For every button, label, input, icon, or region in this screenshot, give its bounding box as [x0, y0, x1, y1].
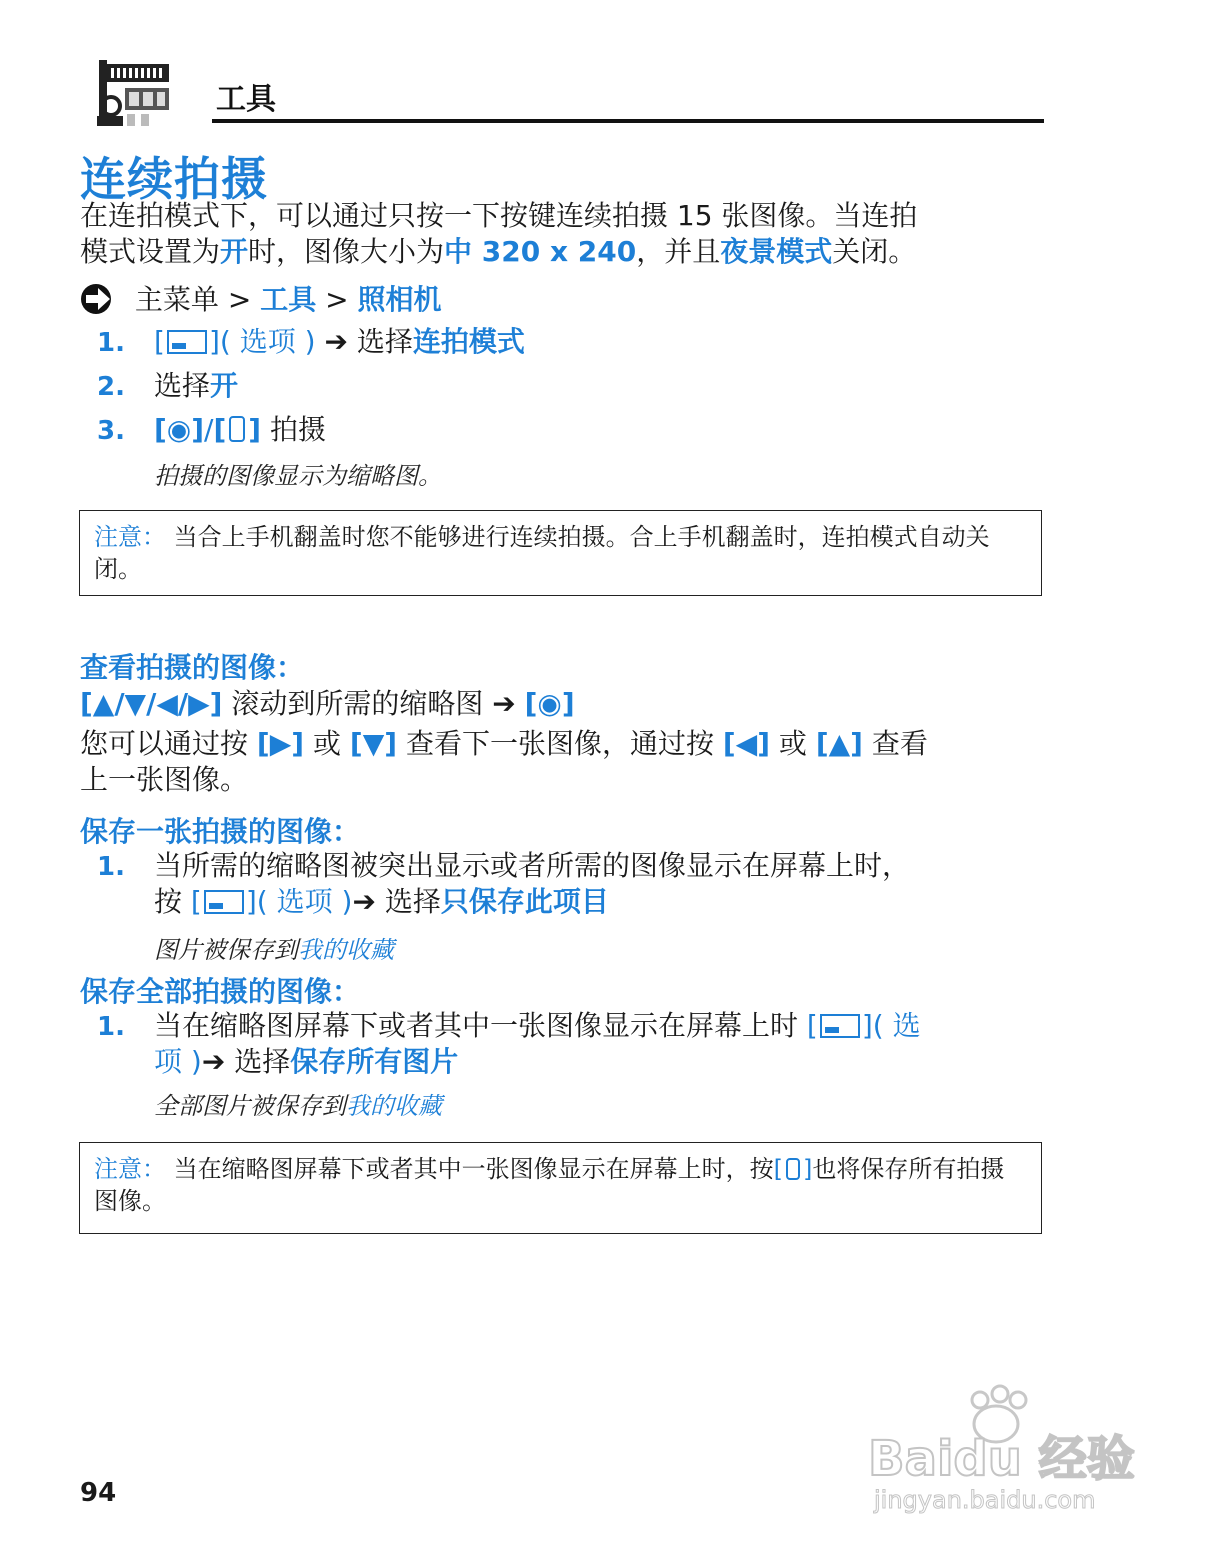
watermark-url: jingyan.baidu.com	[874, 1486, 1096, 1514]
note-box: 注意： 当在缩略图屏幕下或者其中一张图像显示在屏幕上时，按[ ]也将保存所有拍摄图像。	[79, 1142, 1042, 1234]
tools-icon	[97, 58, 171, 128]
save-one-note: 图片被保存到我的收藏	[154, 936, 394, 964]
header-rule	[212, 119, 1044, 123]
step-2: 选择开	[154, 369, 239, 402]
softkey-icon	[204, 890, 244, 914]
step-number: 3.	[97, 416, 125, 446]
center-key-icon: ◉	[166, 413, 192, 446]
step-3: [◉]/[ ] 拍摄	[154, 413, 326, 446]
save-all-heading: 保存全部拍摄的图像：	[80, 975, 361, 1008]
step-number: 2.	[97, 372, 125, 402]
on-value: 开	[220, 235, 249, 268]
section-title: 连续拍摄	[80, 152, 268, 206]
arrow-icon: ➔	[352, 885, 376, 918]
intro-paragraph: 在连拍模式下，可以通过只按一下按键连续拍摄 15 张图像。当连拍 模式设置为开时，图像大小为中 320 x 240，并且夜景模式关闭。	[80, 199, 918, 268]
save-one-heading: 保存一张拍摄的图像：	[80, 815, 361, 848]
page-number: 94	[80, 1478, 117, 1508]
step-3-note: 拍摄的图像显示为缩略图。	[154, 462, 442, 490]
step-number: 1.	[97, 328, 125, 358]
menu-path: 主菜单 > 工具 > 照相机	[80, 282, 442, 324]
arrow-right-circle-icon	[80, 283, 118, 324]
save-one-step: 当所需的缩略图被突出显示或者所需的图像显示在屏幕上时， 按 [ ]( 选项 )➔ 选择只保存此项目	[154, 849, 911, 918]
step-1: [ ]( 选项 ) ➔ 选择连拍模式	[154, 325, 525, 358]
note-box: 注意： 当合上手机翻盖时您不能够进行连续拍摄。合上手机翻盖时，连拍模式自动关闭。	[79, 510, 1042, 596]
side-key-icon	[229, 416, 245, 442]
image-size-value: 中 320 x 240	[444, 235, 637, 268]
softkey-icon	[820, 1014, 860, 1038]
chapter-title: 工具	[216, 82, 276, 117]
scroll-instruction: [▲/▼/◀/▶] 滚动到所需的缩略图 ➔ [◉]	[80, 687, 575, 720]
nav-keys-icon: [▲/▼/◀/▶]	[80, 687, 223, 720]
step-number: 1.	[97, 852, 125, 882]
arrow-icon: ➔	[201, 1045, 226, 1078]
save-all-step: 当在缩略图屏幕下或者其中一张图像显示在屏幕上时 [ ]( 选 项 )➔ 选择保存所有图片	[154, 1009, 921, 1078]
watermark-brand: Baidu 经验	[868, 1431, 1135, 1487]
arrow-icon: ➔	[324, 325, 348, 358]
night-mode-label: 夜景模式	[720, 235, 833, 268]
save-all-note: 全部图片被保存到我的收藏	[154, 1092, 442, 1120]
view-paragraph: 您可以通过按 [▶] 或 [▼] 查看下一张图像，通过按 [◀] 或 [▲] 查看 上一张图像。	[80, 727, 928, 796]
baidu-watermark	[868, 1382, 1158, 1522]
arrow-icon: ➔	[492, 687, 516, 720]
side-key-icon	[786, 1158, 800, 1180]
step-number: 1.	[97, 1012, 125, 1042]
softkey-icon	[167, 330, 207, 354]
view-heading: 查看拍摄的图像：	[80, 651, 305, 684]
